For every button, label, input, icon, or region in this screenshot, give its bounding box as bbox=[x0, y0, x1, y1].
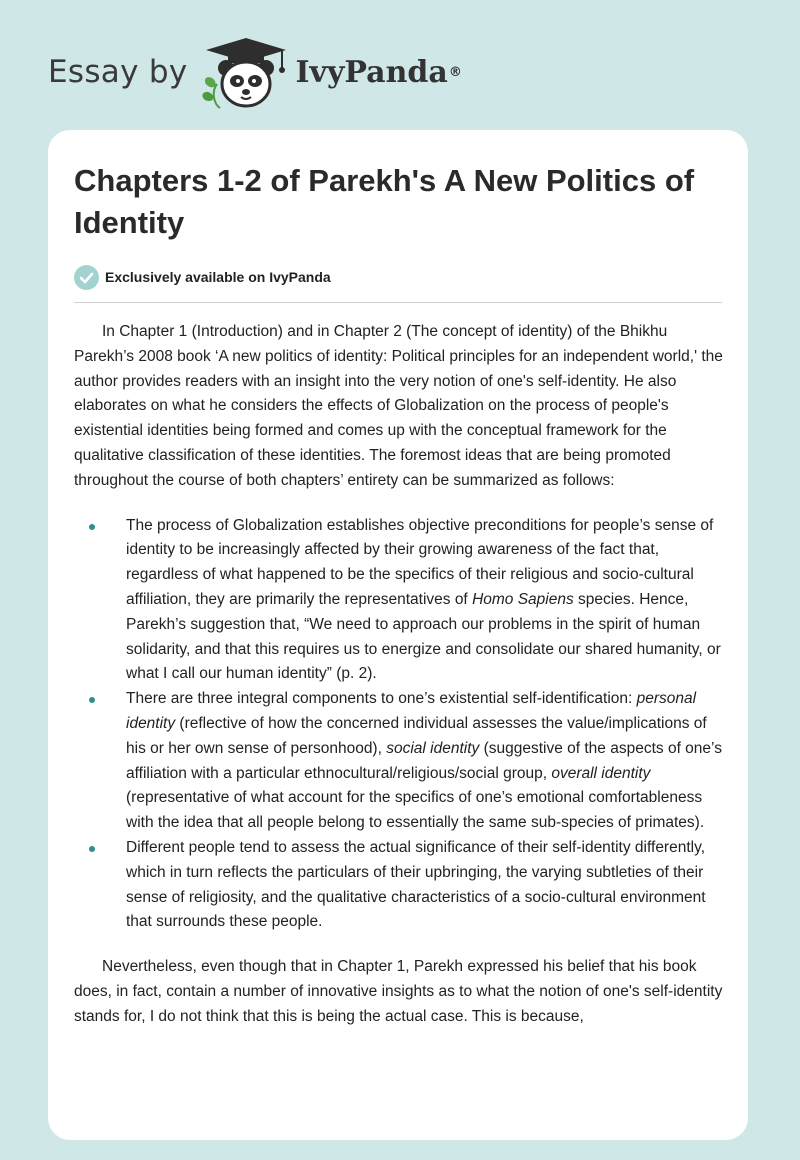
bullet-2-text-d: (representative of what account for the specifics of one’s emotional comfortableness with the idea that all people belong to essentially the same sub-species of primates). bbox=[126, 789, 705, 832]
panda-logo-icon bbox=[198, 34, 292, 110]
bullet-3-text-a: Different people tend to assess the actual significance of their self-identity differently, which in turn reflects the particulars of their upbringing, the varying subtleties of their sense of religiosity, and the qualitative characteristics of a socio-cultural environment that surrounds these people. bbox=[126, 838, 706, 931]
essay-card bbox=[48, 130, 748, 1140]
brand-header[interactable] bbox=[48, 34, 462, 110]
brand-registered-mark: ® bbox=[448, 64, 462, 80]
list-item bbox=[126, 687, 724, 836]
divider bbox=[74, 302, 722, 303]
paragraph-2: Nevertheless, even though that in Chapter 1, Parekh expressed his belief that his book does, in fact, contain a number of innovative insights as to what the notion of one's self-identity stands for, I do not think that this is being the actual case. This is because, bbox=[74, 958, 723, 1025]
page-title: Chapters 1-2 of Parekh's A New Politics of Identity bbox=[74, 163, 695, 240]
bullet-2-text-c: (suggestive of the aspects of one’s affiliation with a particular ethnocultural/religious/social group, bbox=[126, 739, 722, 782]
check-badge-icon bbox=[74, 265, 99, 290]
essay-body bbox=[74, 320, 724, 1030]
brand-essay-by: Essay by bbox=[48, 54, 188, 90]
bullet-1-text-a: The process of Globalization establishes objective preconditions for people’s sense of identity to be increasingly affected by their growing awareness of the fact that, regardless of what happened to be the specifics of their religious and socio-cultural affiliation, they are primarily the representatives of bbox=[126, 516, 714, 608]
summary-list bbox=[74, 514, 724, 936]
bullet-2-em-2: social identity bbox=[386, 739, 480, 757]
bullet-2-text-a: There are three integral components to one’s existential self-identification: bbox=[126, 690, 637, 708]
list-item bbox=[126, 836, 724, 935]
ivy-leaf-icon bbox=[202, 77, 220, 108]
bullet-2-em-3: overall identity bbox=[551, 764, 651, 782]
bullet-2-em-1: personal identity bbox=[126, 690, 697, 732]
bullet-dot-icon bbox=[89, 846, 95, 852]
bullet-dot-icon bbox=[89, 524, 95, 530]
bullet-dot-icon bbox=[89, 697, 95, 703]
paragraph-1: In Chapter 1 (Introduction) and in Chapter 2 (The concept of identity) of the Bhikhu Parekh’s 2008 book ‘A new politics of identity: Political principles for an independent world,' the author provides readers with an insight into the very notion of one's self-identity. He also elaborates on what he considers the effects of Globalization on the process of people's existential identities being formed and comes up with the conceptual framework for the qualitative classification of these identities. The foremost ideas that are being promoted throughout the course of both chapters’ entirety can be summarized as follows: bbox=[74, 323, 723, 489]
bullet-2-text-b: (reflective of how the concerned individual assesses the value/implications of his or her own sense of personhood), bbox=[126, 714, 707, 757]
list-item bbox=[126, 514, 724, 688]
exclusive-label: Exclusively available on IvyPanda bbox=[105, 269, 331, 285]
brand-name: IvyPanda bbox=[295, 54, 448, 90]
bullet-1-text-b: species. Hence, Parekh’s suggestion that, “We need to approach our problems in the spirit of human solidarity, and that this requires us to energize and consolidate our shared humanity, or what I call our human identity” (p. 2). bbox=[126, 590, 721, 683]
bullet-1-em-1: Homo Sapiens bbox=[472, 590, 574, 608]
exclusive-badge bbox=[74, 264, 331, 290]
